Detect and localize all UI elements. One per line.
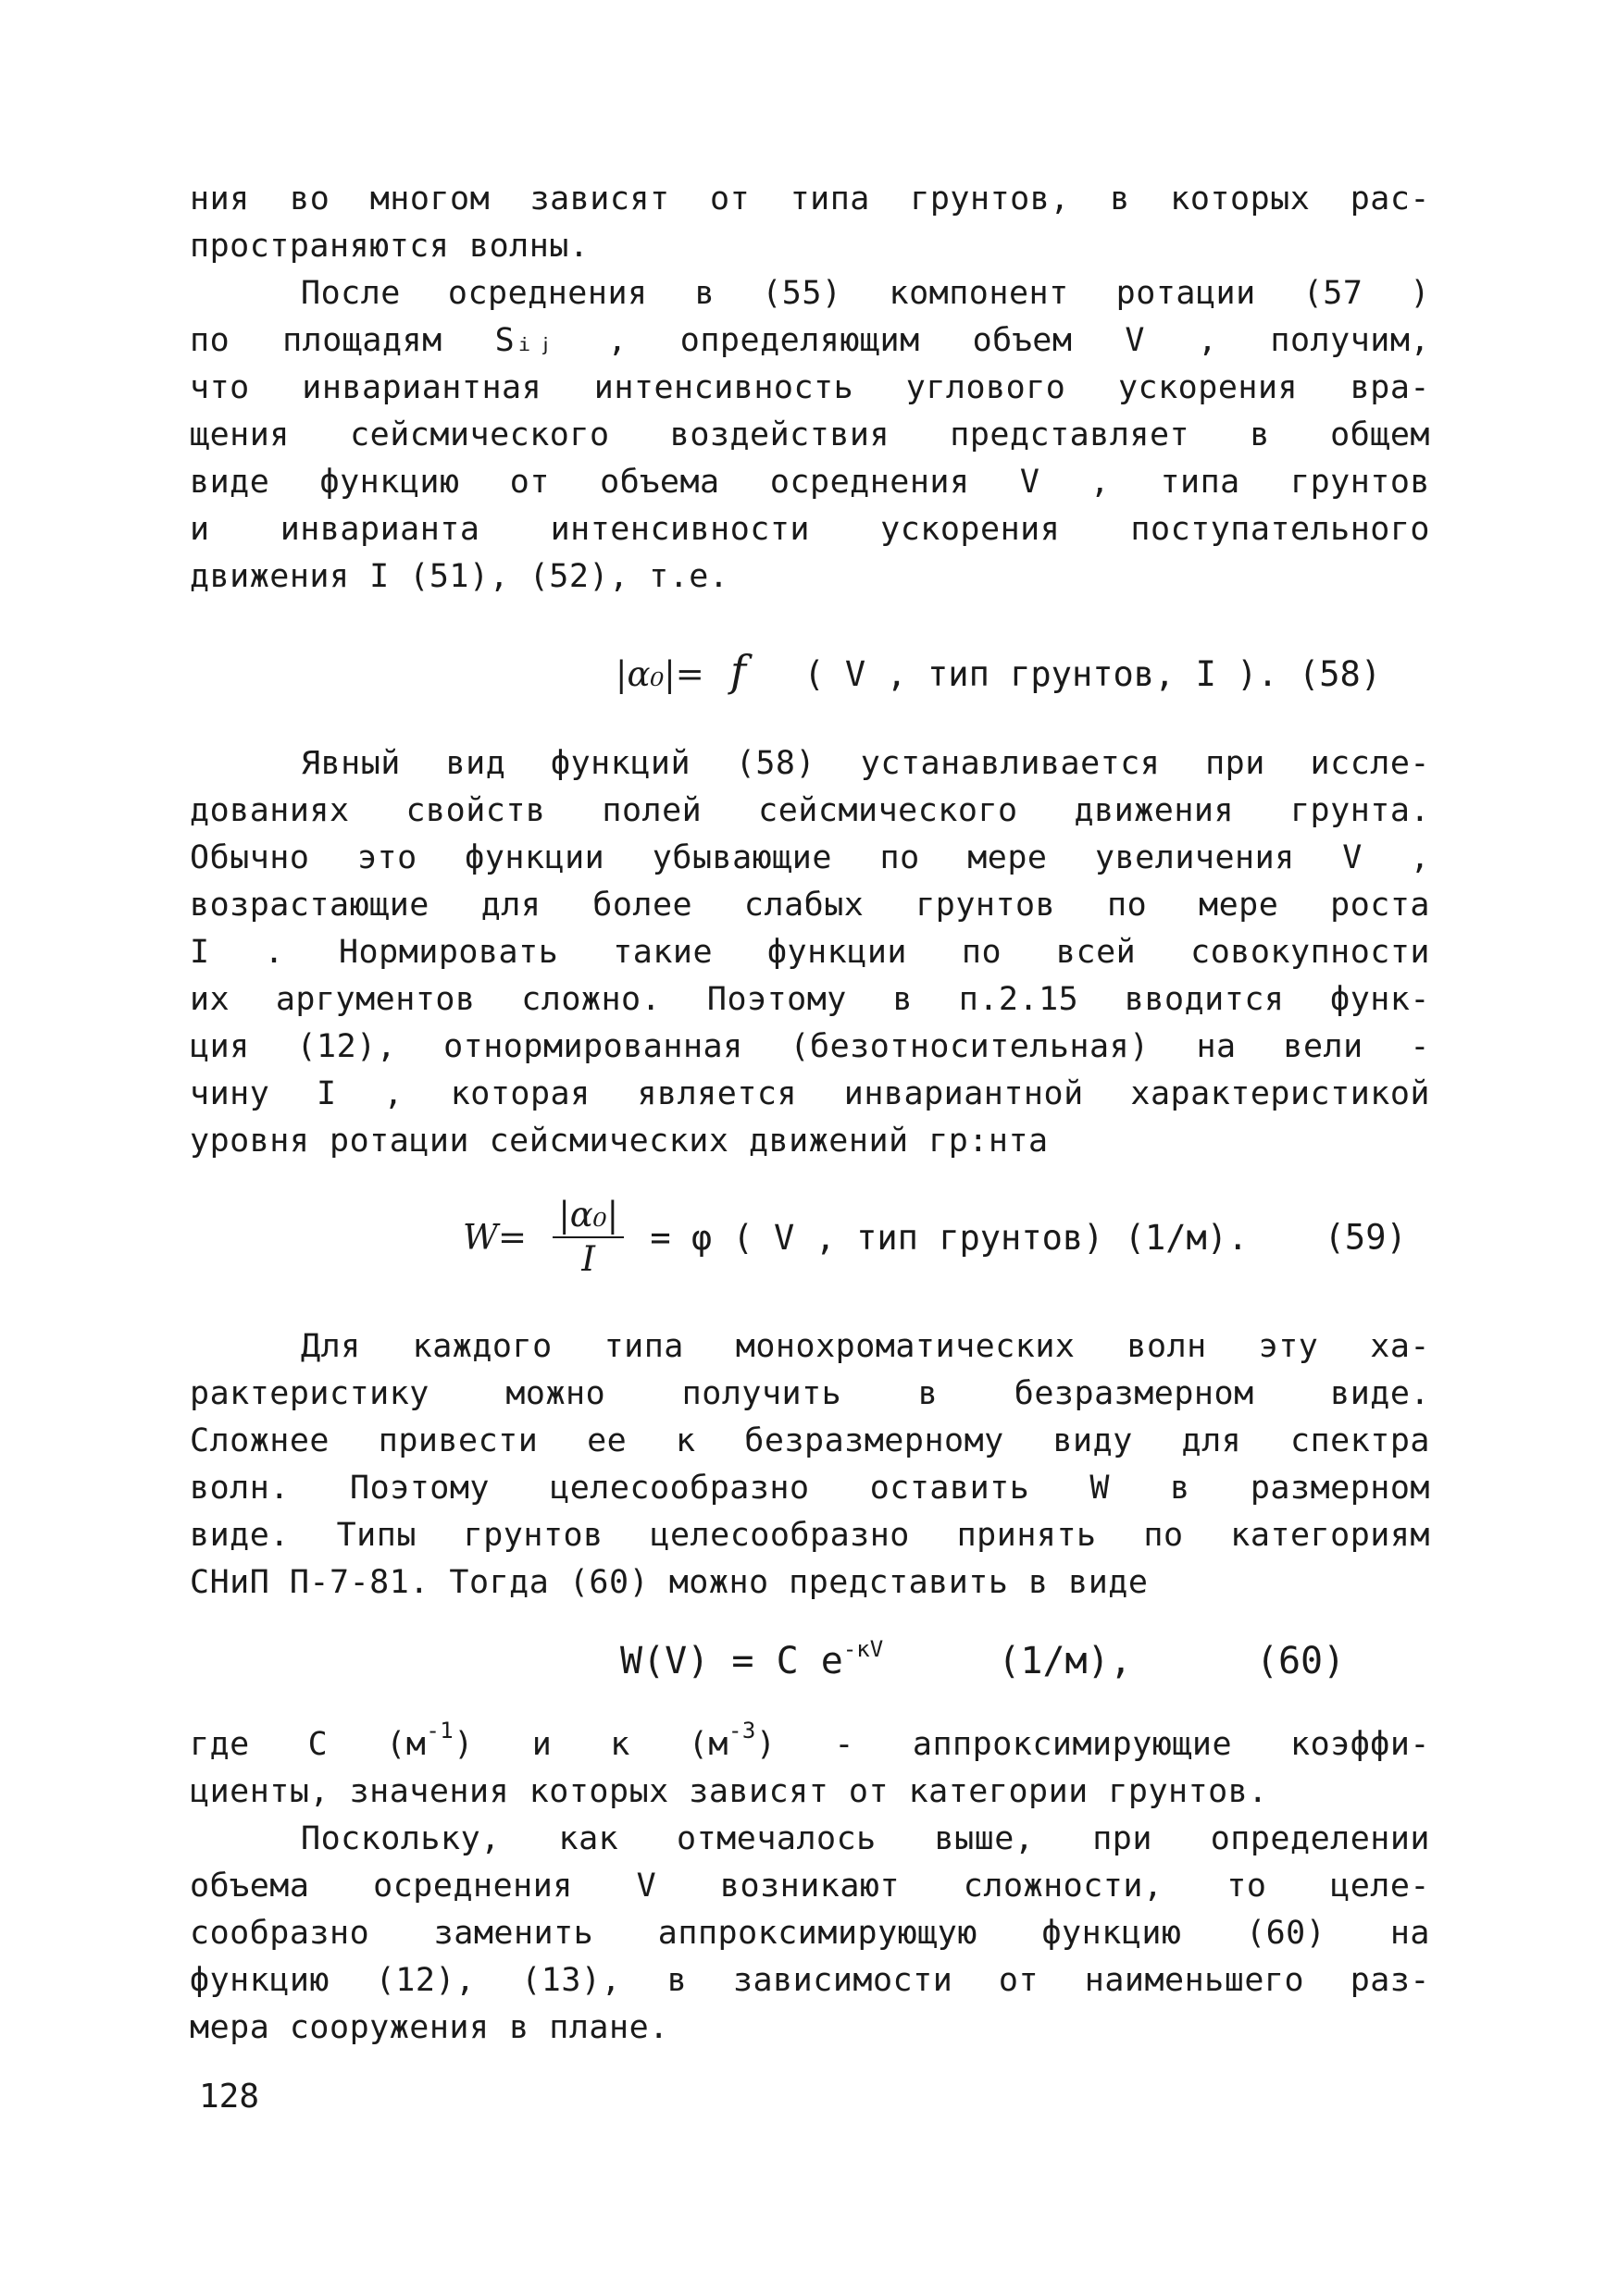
text-line: Явный вид функций (58) устанавливается при иссле- xyxy=(301,745,1430,782)
text-fragment: ) и к (м xyxy=(454,1726,728,1763)
equation-58-number: (58) xyxy=(1299,654,1382,694)
superscript: -3 xyxy=(728,1718,756,1744)
text-line: ния во многом зависят от типа грунтов, в которых рас- xyxy=(190,180,1430,217)
text-line: дованиях свойств полей сейсмического движения грунта. xyxy=(190,792,1430,829)
equation-60-number: (60) xyxy=(1255,1640,1346,1682)
text-line: рактеристику можно получить в безразмерном виде. xyxy=(190,1375,1430,1412)
text-line: щения сейсмического воздействия представляет в общем xyxy=(190,416,1430,453)
text-line: Обычно это функции убывающие по мере увеличения V , xyxy=(190,839,1430,876)
text-line: объема осреднения V возникают сложности, то целе- xyxy=(190,1868,1430,1905)
equation-59-numerator: |α₀| xyxy=(553,1194,624,1238)
text-line: виде. Типы грунтов целесообразно принять по категориям xyxy=(190,1517,1430,1554)
paragraph-6 xyxy=(190,1816,1430,2052)
text-line: движения I (51), (52), т.е. xyxy=(190,558,729,595)
page-number: 128 xyxy=(199,2078,260,2116)
equation-60 xyxy=(620,1636,1346,1682)
equation-59-denominator: I xyxy=(581,1239,596,1279)
equation-59-lhs: W= xyxy=(463,1217,528,1258)
equation-58-function: f xyxy=(730,646,747,696)
text-line: сообразно заменить аппроксимирующую функцию (60) на xyxy=(190,1915,1430,1952)
paragraph-5 xyxy=(190,1718,1430,1816)
text-line: их аргументов сложно. Поэтому в п.2.15 вводится функ- xyxy=(190,981,1430,1018)
text-line: I . Нормировать такие функции по всей совокупности xyxy=(190,934,1430,971)
text-line: что инвариантная интенсивность углового ускорения вра- xyxy=(190,369,1430,406)
paragraph-1 xyxy=(190,176,1430,270)
text-line: ция (12), отнормированная (безотносительная) на вели - xyxy=(190,1028,1430,1065)
text-line: виде функцию от объема осреднения V , типа грунтов xyxy=(190,464,1430,501)
text-line: мера сооружения в плане. xyxy=(190,2009,669,2046)
text-line: СНиП П-7-81. Тогда (60) можно представить в виде xyxy=(190,1564,1149,1601)
equation-60-exponent: -кV xyxy=(842,1636,884,1662)
text-line: Сложнее привести ее к безразмерному виду для спектра xyxy=(190,1422,1430,1459)
equation-60-unit: (1/м), xyxy=(998,1640,1132,1682)
text-fragment: где C (м xyxy=(190,1726,427,1763)
text-line: Поскольку, как отмечалось выше, при определении xyxy=(301,1820,1430,1857)
text-line: волн. Поэтому целесообразно оставить W в размерном xyxy=(190,1470,1430,1507)
text-line: После осреднения в (55) компонент ротации (57 ) xyxy=(301,275,1430,312)
equation-59 xyxy=(463,1194,1407,1281)
text-fragment: ) - аппроксимирующие коэффи- xyxy=(755,1726,1430,1763)
text-line: функцию (12), (13), в зависимости от наименьшего раз- xyxy=(190,1962,1430,1999)
text-line: уровня ротации сейсмических движений гр:нта xyxy=(190,1123,1049,1160)
paragraph-4 xyxy=(190,1323,1430,1607)
paragraph-2 xyxy=(190,270,1430,601)
text-line: чину I , которая является инвариантной характеристикой xyxy=(190,1075,1430,1112)
text-line: и инварианта интенсивности ускорения поступательного xyxy=(190,511,1430,548)
superscript: -1 xyxy=(426,1718,454,1744)
text-line: по площадям Sᵢⱼ , определяющим объем V , получим, xyxy=(190,322,1430,359)
equation-58-lhs: |α₀|= xyxy=(616,654,704,694)
text-line: пространяются волны. xyxy=(190,228,590,265)
equation-58-args: ( V , тип грунтов, I ). xyxy=(803,654,1278,694)
equation-58 xyxy=(616,646,1381,696)
equation-60-lhs: W(V) = C e xyxy=(620,1640,843,1682)
equation-59-rhs: = φ ( V , тип грунтов) (1/м). xyxy=(650,1217,1249,1258)
text-line: Для каждого типа монохроматических волн эту ха- xyxy=(301,1328,1430,1365)
text-line xyxy=(190,1718,1430,1769)
equation-59-number: (59) xyxy=(1324,1217,1407,1258)
equation-59-fraction xyxy=(553,1194,624,1281)
text-line: возрастающие для более слабых грунтов по мере роста xyxy=(190,887,1430,924)
text-line: циенты, значения которых зависят от категории грунтов. xyxy=(190,1773,1268,1810)
paragraph-3 xyxy=(190,740,1430,1165)
